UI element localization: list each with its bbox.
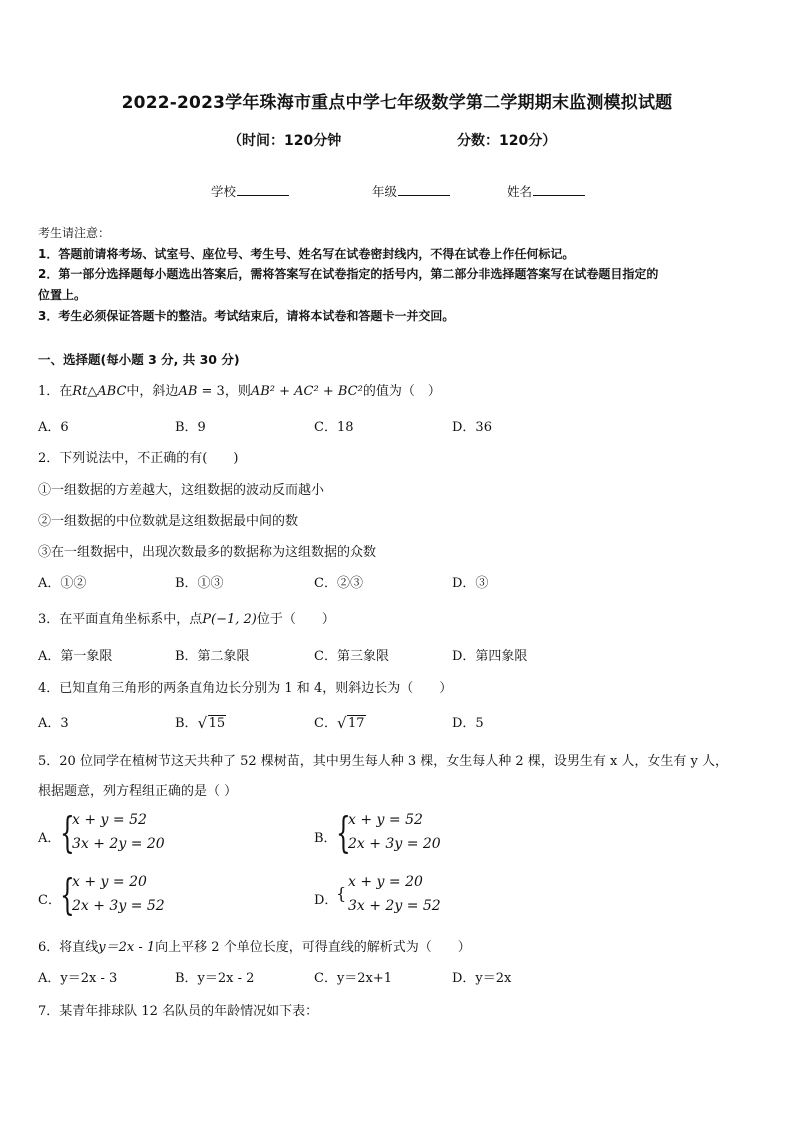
- q1-option-d: D．36: [452, 420, 492, 435]
- q6-option-b: B．y＝2x - 2: [175, 971, 255, 986]
- question-1: 1．在Rt△ABC中，斜边AB = 3，则AB² + AC² + BC²的值为（ ）: [38, 384, 441, 399]
- question-4: 4．已知直角三角形的两条直角边长分别为 1 和 4，则斜边长为（ ）: [38, 681, 453, 696]
- q2-option-a: A．①②: [38, 576, 87, 591]
- school-field: 学校: [211, 182, 289, 200]
- brace: {: [60, 870, 75, 919]
- name-field: 姓名: [507, 182, 585, 200]
- q6-option-c: C．y＝2x+1: [314, 971, 393, 986]
- exam-time: （时间：120分钟: [228, 133, 342, 149]
- brace: {: [336, 884, 347, 903]
- q2-statement-3: ③在一组数据中，出现次数最多的数据称为这组数据的众数: [38, 545, 377, 560]
- q2-statement-1: ①一组数据的方差越大，这组数据的波动反而越小: [38, 483, 325, 498]
- name-blank: [533, 183, 585, 196]
- q1-option-c: C．18: [314, 420, 354, 435]
- note-1: 1．答题前请将考场、试室号、座位号、考生号、姓名写在试卷密封线内，不得在试卷上作任何标记。: [38, 247, 575, 261]
- question-3: 3．在平面直角坐标系中，点P(−1, 2)位于（ ）: [38, 612, 335, 627]
- question-5: 5．20 位同学在植树节这天共种了 52 棵树苗，其中男生每人种 3 棵，女生每人种 2 棵，设男生有 x 人，女生有 y 人，: [38, 754, 729, 769]
- brace: {: [60, 808, 75, 857]
- page-title: 2022-2023学年珠海市重点中学七年级数学第二学期期末监测模拟试题: [121, 93, 673, 113]
- q6-option-d: D．y＝2x: [452, 971, 512, 986]
- q1-option-b: B．9: [175, 420, 206, 435]
- q4-option-b: B．√ 15: [175, 712, 226, 731]
- question-7: 7．某青年排球队 12 名队员的年龄情况如下表：: [38, 1004, 319, 1019]
- q2-option-b: B．①③: [175, 576, 224, 591]
- q2-option-d: D．③: [452, 576, 489, 591]
- note-3: 3．考生必须保证答题卡的整洁。考试结束后，请将本试卷和答题卡一并交回。: [38, 309, 455, 323]
- q2-option-c: C．②③: [314, 576, 363, 591]
- q3-option-c: C．第三象限: [314, 649, 389, 664]
- note-2: 2．第一部分选择题每小题选出答案后，需将答案写在试卷指定的括号内，第二部分非选择题答案写在试卷题目指定的: [38, 267, 659, 281]
- q3-option-a: A．第一象限: [38, 649, 113, 664]
- grade-blank: [398, 183, 450, 196]
- q4-option-d: D．5: [452, 716, 484, 731]
- question-5-cont: 根据题意，列方程组正确的是（ ）: [38, 784, 238, 799]
- q3-option-d: D．第四象限: [452, 649, 528, 664]
- q5-option-b-label: B．: [314, 831, 337, 846]
- brace: {: [336, 808, 351, 857]
- q4-option-a: A．3: [38, 716, 69, 731]
- section-heading: 一、选择题(每小题 3 分, 共 30 分): [38, 352, 240, 367]
- sqrt-17: √ 17: [337, 716, 366, 731]
- notes-heading: 考生请注意：: [38, 226, 111, 240]
- q5-option-a-label: A．: [38, 831, 61, 846]
- q1-option-a: A．6: [38, 420, 69, 435]
- q5-option-c-label: C．: [38, 893, 61, 908]
- question-6: 6．将直线y＝2x - 1向上平移 2 个单位长度，可得直线的解析式为（ ）: [38, 940, 471, 955]
- note-2-cont: 位置上。: [38, 288, 87, 302]
- school-blank: [237, 183, 289, 196]
- q3-option-b: B．第二象限: [175, 649, 250, 664]
- question-2: 2．下列说法中，不正确的有( ): [38, 451, 239, 466]
- sqrt-15: √ 15: [198, 716, 227, 731]
- exam-score: 分数：120分）: [457, 133, 557, 149]
- q2-statement-2: ②一组数据的中位数就是这组数据最中间的数: [38, 514, 299, 529]
- grade-field: 年级: [372, 182, 450, 200]
- q5-option-d-label: D．: [314, 893, 338, 908]
- q6-option-a: A．y＝2x - 3: [38, 971, 118, 986]
- q4-option-c: C．√ 17: [314, 712, 366, 731]
